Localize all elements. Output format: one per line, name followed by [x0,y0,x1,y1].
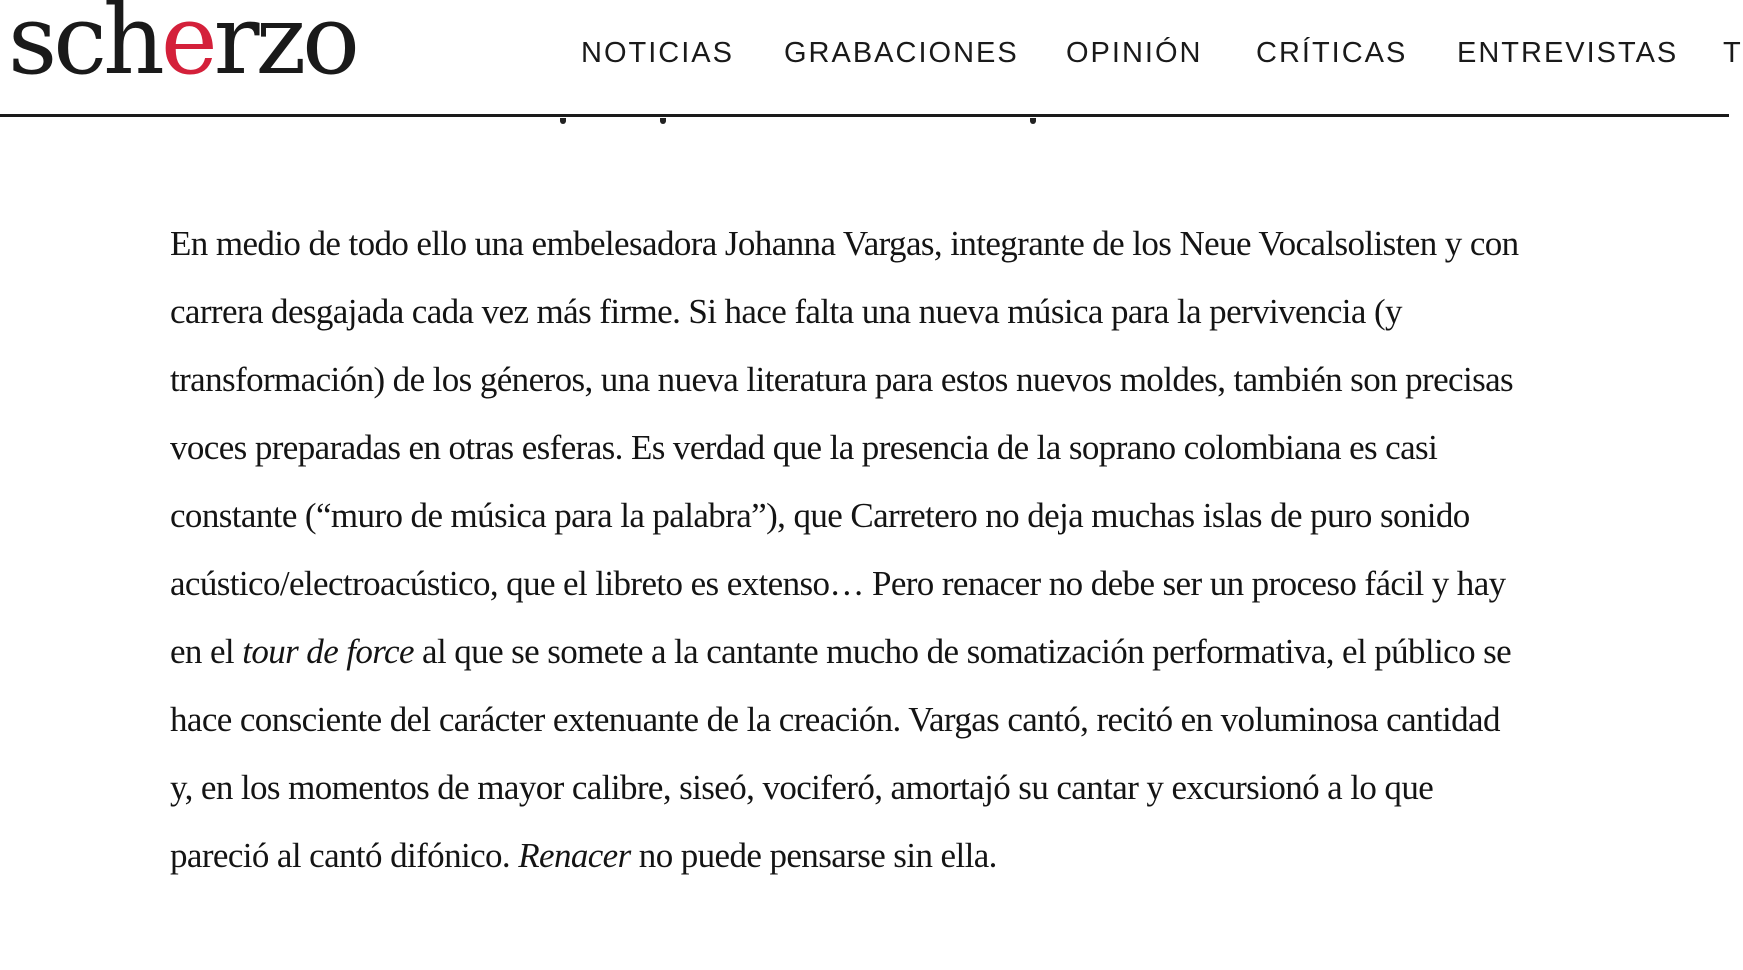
paragraph-line [170,618,1620,686]
paragraph-line: En medio de todo ello una embelesadora Johanna Vargas, integrante de los Neue Vocalsolisten y con [170,224,1519,263]
italic-title: Renacer [518,836,631,875]
nav-noticias[interactable]: NOTICIAS [581,37,734,69]
previous-paragraph-fragment [560,118,1060,126]
logo-part-2: rzo [213,0,356,96]
line-text: en el [170,632,243,671]
logo-accent-letter: e [160,0,214,96]
main-nav [0,33,1743,73]
paragraph-line [170,822,1620,890]
line-text: pareció al cantó difónico. [170,836,519,875]
line-text: no puede pensarse sin ella. [630,836,997,875]
paragraph-line: voces preparadas en otras esferas. Es verdad que la presencia de la soprano colombiana es casi [170,428,1438,467]
paragraph-line: constante (“muro de música para la palabra”), que Carretero no deja muchas islas de puro sonido [170,496,1470,535]
article-body [170,210,1620,890]
paragraph-line: y, en los momentos de mayor calibre, siseó, vociferó, amortajó su cantar y excursionó a lo que [170,768,1434,807]
nav-entrevistas[interactable]: ENTREVISTAS [1457,37,1679,69]
paragraph-line: carrera desgajada cada vez más firme. Si hace falta una nueva música para la pervivencia (y [170,292,1402,331]
paragraph-line: acústico/electroacústico, que el libreto es extenso… Pero renacer no debe ser un proceso fácil y hay [170,564,1506,603]
nav-item-cut-off[interactable]: T [1723,37,1743,69]
paragraph-line: transformación) de los géneros, una nueva literatura para estos nuevos moldes, también son precisas [170,360,1514,399]
nav-criticas[interactable]: CRÍTICAS [1256,37,1408,69]
line-text: al que se somete a la cantante mucho de somatización performativa, el público se [413,632,1512,671]
site-header [0,0,1743,117]
paragraph-line: hace consciente del carácter extenuante de la creación. Vargas cantó, recitó en voluminosa cantidad [170,700,1500,739]
logo-part-1: sch [8,0,161,96]
nav-opinion[interactable]: OPINIÓN [1066,37,1203,69]
italic-phrase: tour de force [242,632,414,671]
nav-grabaciones[interactable]: GRABACIONES [784,37,1019,69]
